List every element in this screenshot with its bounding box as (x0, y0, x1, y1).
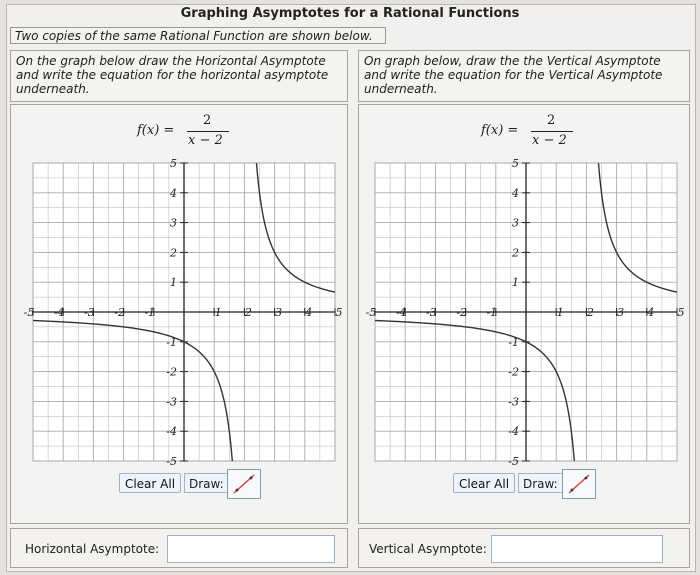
formula-denominator: x − 2 (532, 133, 567, 148)
x-tick-label: -2 (114, 306, 125, 319)
x-tick-label: 5 (335, 306, 343, 319)
y-tick-label: -2 (508, 365, 519, 379)
y-tick-label: 3 (170, 216, 177, 230)
function-name: f(x) = (137, 123, 175, 138)
right-graph[interactable] (359, 105, 691, 525)
x-tick-label: 2 (586, 306, 594, 319)
intro-text: Two copies of the same Rational Function are shown below. (10, 27, 386, 44)
x-tick-label: -5 (23, 306, 35, 319)
y-tick-label: 1 (170, 276, 177, 290)
x-tick-label: -4 (395, 306, 407, 319)
x-tick-label: -3 (84, 306, 95, 319)
vertical-asymptote-label: Vertical Asymptote: (369, 542, 487, 556)
y-tick-label: -5 (508, 455, 519, 468)
y-tick-label: -4 (508, 425, 519, 439)
vertical-asymptote-row (358, 528, 690, 568)
x-tick-label: -1 (486, 306, 498, 319)
line-tool-icon (228, 470, 260, 498)
left-graph[interactable] (11, 105, 349, 525)
draw-label: Draw: (518, 473, 563, 493)
y-tick-label: 2 (170, 246, 177, 260)
x-tick-label: -1 (144, 306, 156, 319)
y-tick-label: -1 (166, 335, 177, 349)
line-tool-icon (563, 470, 595, 498)
function-name: f(x) = (481, 123, 519, 138)
left-instruction: On the graph below draw the Horizontal Asymptote and write the equation for the horizontal asymptote underneath. (10, 50, 348, 102)
y-tick-label: -1 (508, 335, 519, 349)
x-tick-label: 4 (305, 306, 313, 319)
right-instruction: On graph below, draw the the Vertical Asymptote and write the equation for the Vertical Asymptote underneath. (358, 50, 690, 102)
horizontal-asymptote-input[interactable] (167, 535, 335, 563)
x-tick-label: 3 (275, 306, 283, 319)
vertical-asymptote-input[interactable] (491, 535, 663, 563)
formula-numerator: 2 (203, 113, 212, 128)
x-tick-label: -4 (53, 306, 65, 319)
y-tick-label: 4 (170, 186, 177, 200)
y-tick-label: 5 (170, 157, 177, 170)
y-tick-label: 3 (512, 216, 519, 230)
formula-numerator: 2 (547, 113, 556, 128)
x-tick-label: 5 (677, 306, 685, 319)
y-tick-label: -3 (508, 395, 519, 409)
y-tick-label: 4 (512, 186, 519, 200)
y-tick-label: 1 (512, 276, 519, 290)
line-tool-button[interactable] (227, 469, 261, 499)
x-tick-label: -3 (426, 306, 437, 319)
y-tick-label: 5 (512, 157, 519, 170)
x-tick-label: 3 (617, 306, 625, 319)
clear-all-button[interactable]: Clear All (119, 473, 181, 493)
right-graph-panel (358, 104, 690, 524)
y-tick-label: 2 (512, 246, 519, 260)
x-tick-label: 2 (244, 306, 252, 319)
y-tick-label: -3 (166, 395, 177, 409)
x-tick-label: 4 (647, 306, 655, 319)
y-tick-label: -5 (166, 455, 177, 468)
y-tick-label: -2 (166, 365, 177, 379)
x-tick-label: -5 (365, 306, 377, 319)
left-graph-panel (10, 104, 348, 524)
page-title: Graphing Asymptotes for a Rational Functions (180, 6, 520, 21)
x-tick-label: 1 (556, 306, 564, 319)
horizontal-asymptote-row (10, 528, 348, 568)
x-tick-label: 1 (214, 306, 222, 319)
x-tick-label: -2 (456, 306, 467, 319)
y-tick-label: -4 (166, 425, 177, 439)
clear-all-button[interactable]: Clear All (453, 473, 515, 493)
draw-label: Draw: (184, 473, 229, 493)
line-tool-button[interactable] (562, 469, 596, 499)
horizontal-asymptote-label: Horizontal Asymptote: (25, 542, 160, 556)
formula-denominator: x − 2 (188, 133, 223, 148)
